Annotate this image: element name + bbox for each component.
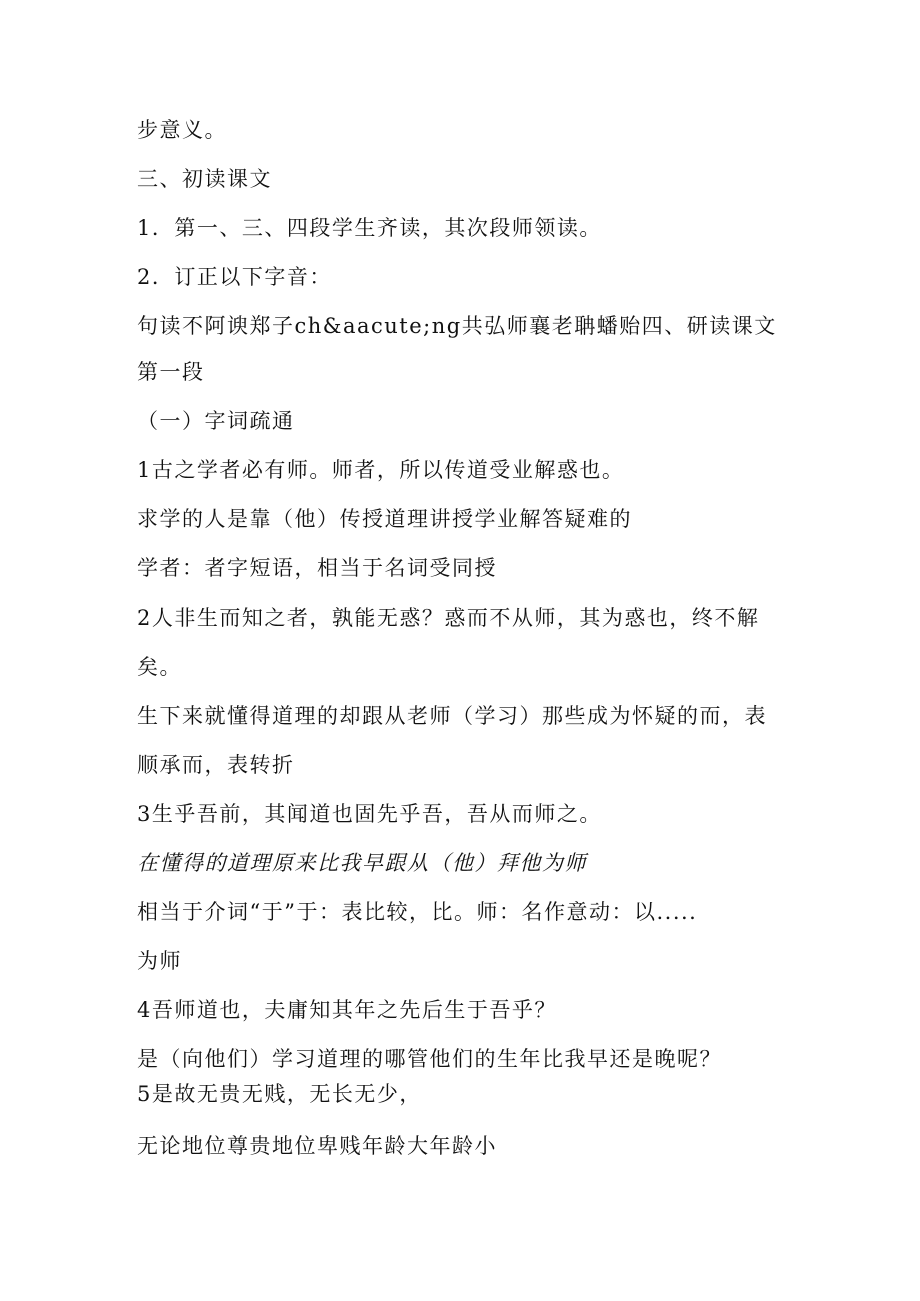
text-line-21: 5是故无贵无贱，无长无少， [137,1082,422,1106]
text-line-15: 3生乎吾前，其闻道也固先乎吾，吾从而师之。 [137,802,602,826]
text-line-16: 在懂得的道理原来比我早跟从（他）拜他为师 [137,851,587,875]
text-line-13: 生下来就懂得道理的却跟从老师（学习）那些成为怀疑的而，表 [137,704,767,728]
text-line-11: 2人非生而知之者，孰能无惑？惑而不从师，其为惑也，终不解 [137,606,760,630]
section-heading-chudu: 三、初读课文 [137,167,272,191]
text-line-19: 4吾师道也，夫庸知其年之先后生于吾乎？ [137,998,557,1022]
text-line-20: 是（向他们）学习道理的哪管他们的生年比我早还是晚呢？ [137,1047,722,1071]
text-line-18: 为师 [137,949,182,973]
text-line-4: 2．订正以下字音： [137,265,332,289]
text-line-14: 顺承而，表转折 [137,753,295,777]
text-line-17: 相当于介词“于”于：表比较，比。师：名作意动：以..... [137,900,698,924]
text-line-8: 1古之学者必有师。师者，所以传道受业解惑也。 [137,458,625,482]
text-line-1: 步意义。 [137,118,227,142]
section-heading-diyiduan: 第一段 [137,360,205,384]
text-line-3: 1．第一、三、四段学生齐读，其次段师领读。 [137,216,602,240]
text-line-10: 学者：者字短语，相当于名词受同授 [137,556,497,580]
text-line-5: 句读不阿谀郑子ch&aacute;ng共弘师襄老聃蟠贻四、研读课文 [137,314,777,338]
text-line-12: 矣。 [137,655,182,679]
text-line-22: 无论地位尊贵地位卑贱年龄大年龄小 [137,1134,497,1158]
subsection-heading-ciyu: （一）字词疏通 [137,409,295,433]
text-line-9: 求学的人是靠（他）传授道理讲授学业解答疑难的 [137,507,632,531]
